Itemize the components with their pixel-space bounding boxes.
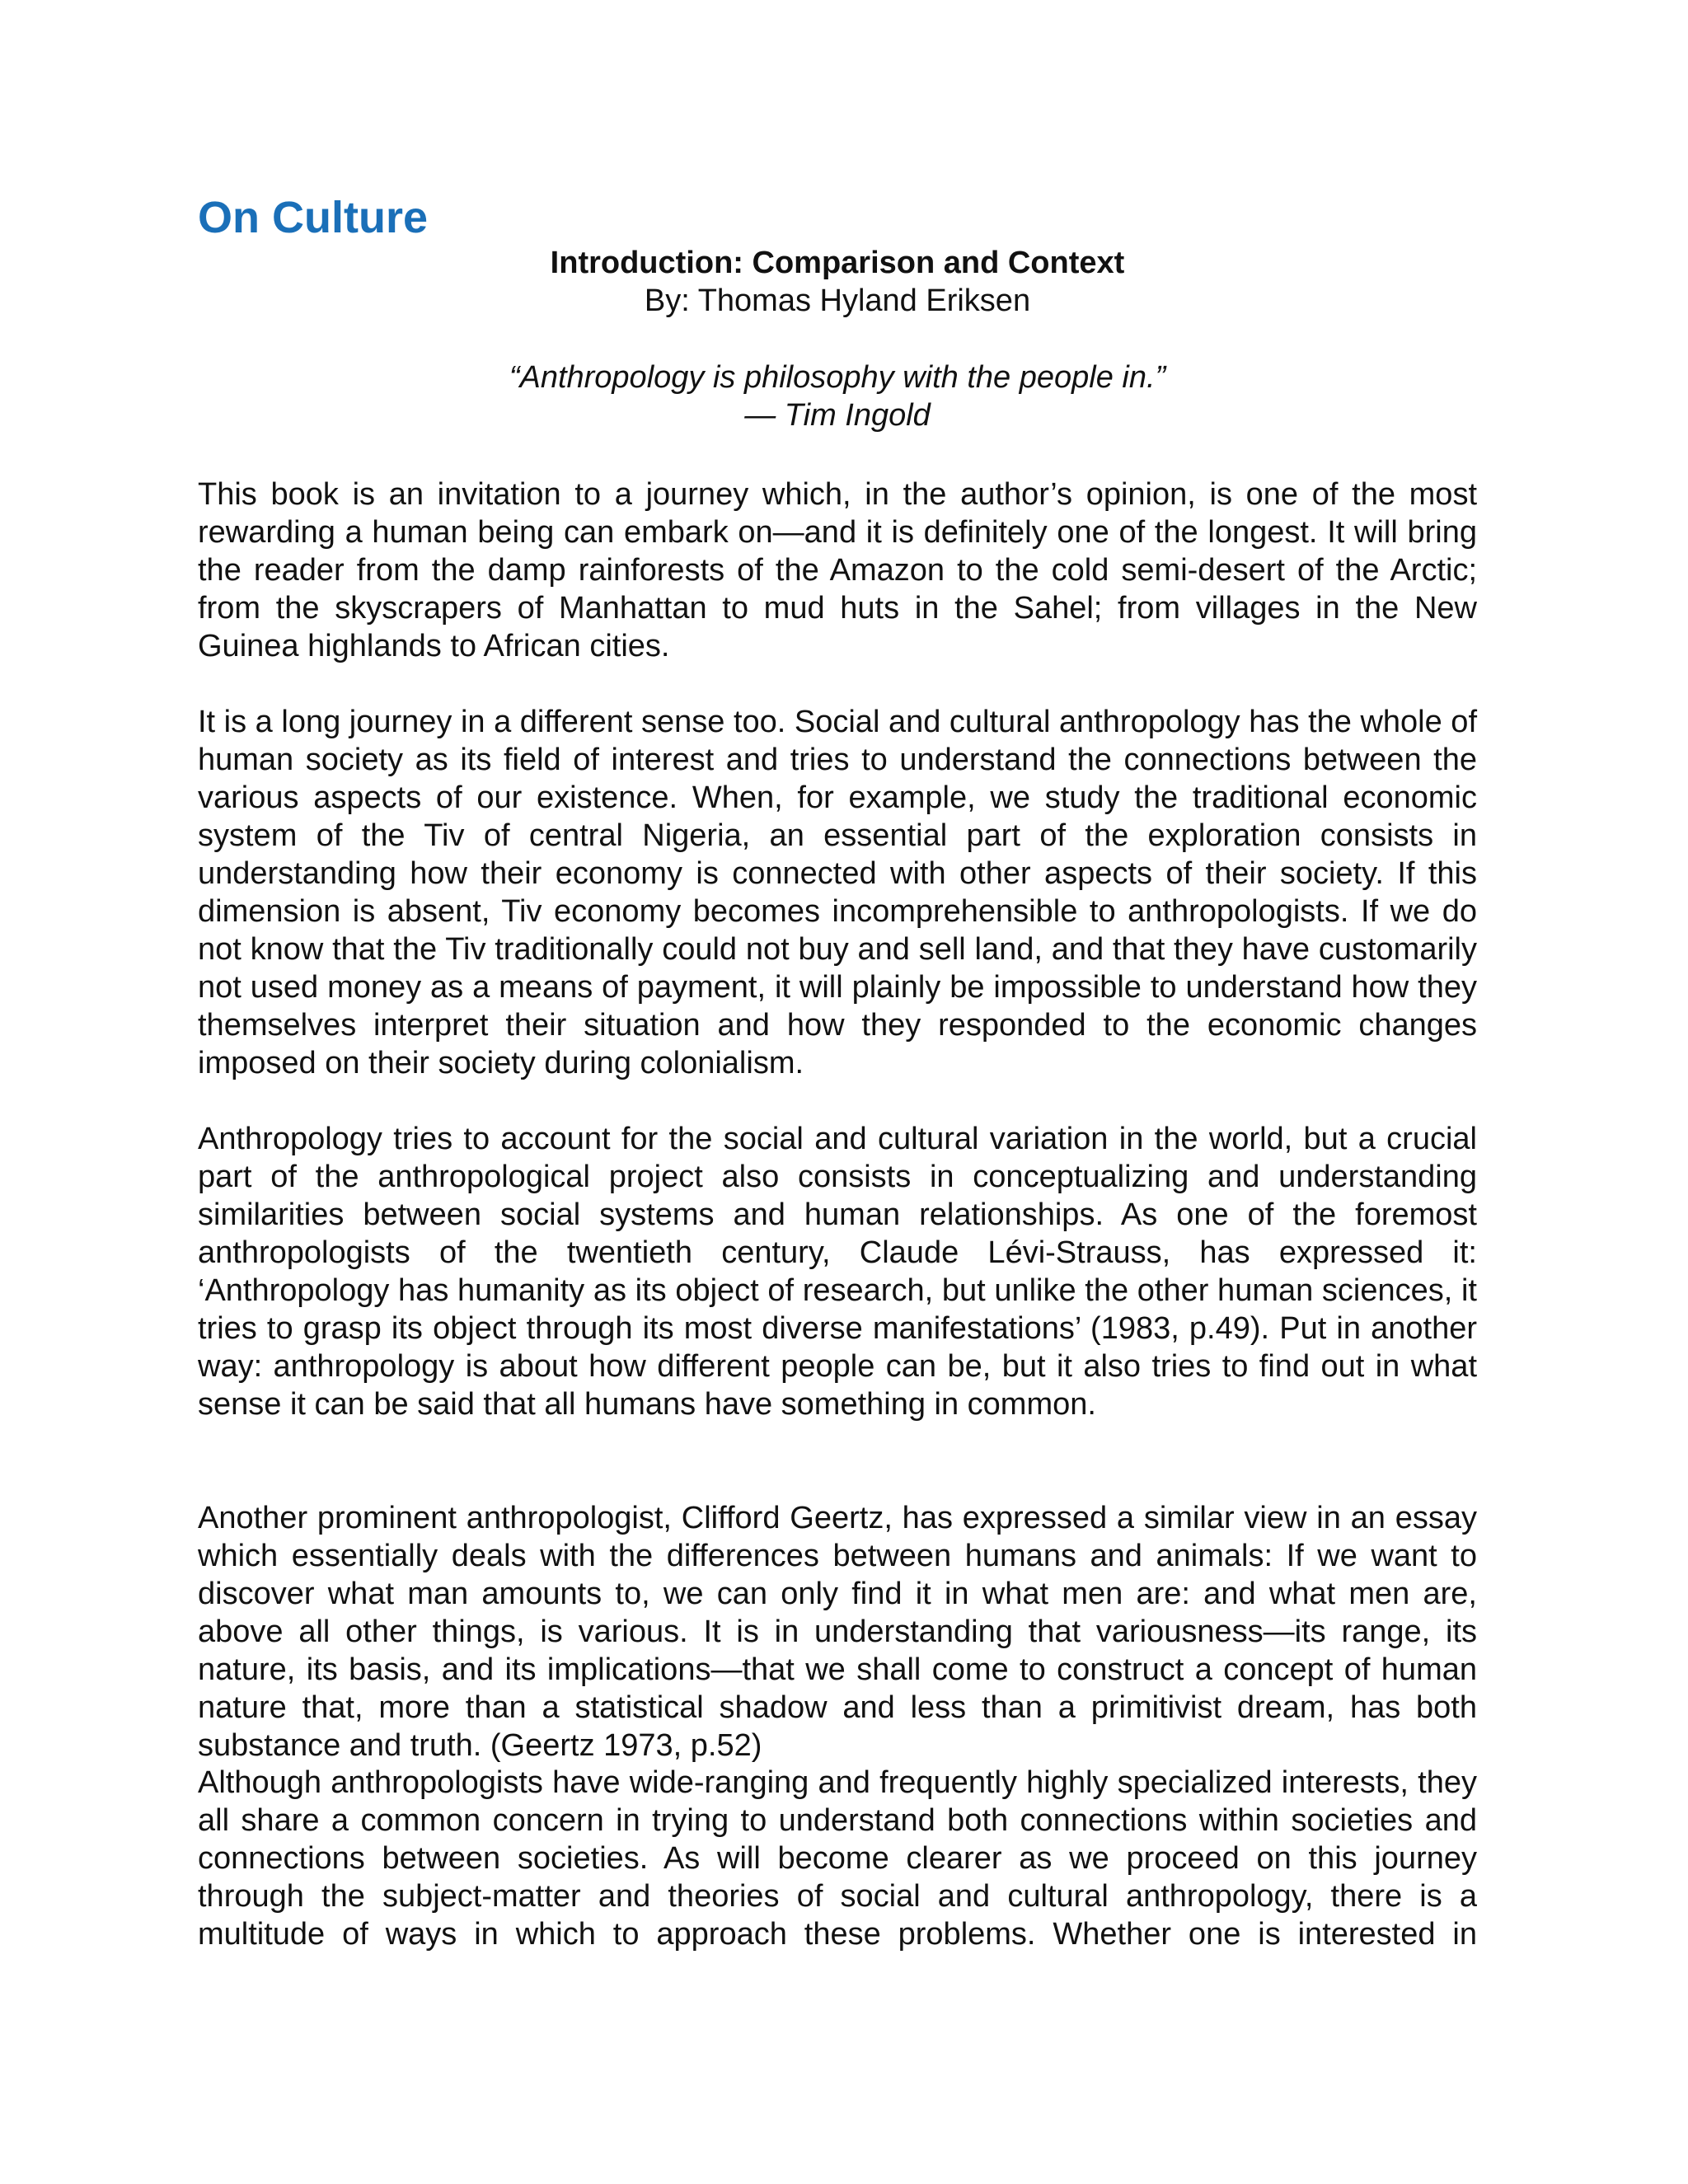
author-byline: By: Thomas Hyland Eriksen [644, 284, 1031, 318]
body-paragraph-4: Another prominent anthropologist, Clifford Geertz, has expressed a similar view in an essay which essentially deals with the differences between humans and animals: If we want to discover what man amounts to, we can only find it in what men are: and what men are, above all other things, is various. It is in understanding that variousness—its range, its nature, its basis, and its implications—that we shall come to construct a concept of human nature that, more than a statistical shadow and less than a primitivist dream, has both substance and truth. (Geertz 1973, p.52) [198, 1501, 1477, 1763]
epigraph-attribution: — Tim Ingold [744, 398, 931, 433]
body-paragraph-2: It is a long journey in a different sense too. Social and cultural anthropology has the whole of human society as its field of interest and tries to understand the connections between the various aspects of our existence. When, for example, we study the traditional economic system of the Tiv of central Nigeria, an essential part of the exploration consists in understanding how their economy is connected with other aspects of their society. If this dimension is absent, Tiv economy becomes incomprehensible to anthropologists. If we do not know that the Tiv traditionally could not buy and sell land, and that they have customarily not used money as a means of payment, it will plainly be impossible to understand how they themselves interpret their situation and how they responded to the economic changes imposed on their society during colonialism. [198, 705, 1477, 1080]
document-title: On Culture [198, 193, 428, 242]
chapter-subtitle: Introduction: Comparison and Context [550, 246, 1125, 280]
body-paragraph-3: Anthropology tries to account for the social and cultural variation in the world, but a crucial part of the anthropological project also consists in conceptualizing and understanding similarities between social systems and human relationships. As one of the foremost anthropologists of the twentieth century, Claude Lévi-Strauss, has expressed it: ‘Anthropology has humanity as its object of research, but unlike the other human sciences, it tries to grasp its object through its most diverse manifestations’ (1983, p.49). Put in another way: anthropology is about how different people can be, but it also tries to find out in what sense it can be said that all humans have something in common. [198, 1122, 1477, 1422]
body-paragraph-1: This book is an invitation to a journey which, in the author’s opinion, is one of the most rewarding a human being can embark on—and it is definitely one of the longest. It will bring the reader from the damp rainforests of the Amazon to the cold semi-desert of the Arctic; from the skyscrapers of Manhattan to mud huts in the Sahel; from villages in the New Guinea highlands to African cities. [198, 477, 1477, 663]
body-paragraph-5: Although anthropologists have wide-ranging and frequently highly specialized interests, they all share a common concern in trying to understand both connections within societies and connections between societies. As will become clearer as we proceed on this journey through the subject-matter and theories of social and cultural anthropology, there is a multitude of ways in which to approach these problems. Whether one is interested in [198, 1765, 1477, 1952]
epigraph-quote: “Anthropology is philosophy with the people in.” [509, 360, 1166, 395]
